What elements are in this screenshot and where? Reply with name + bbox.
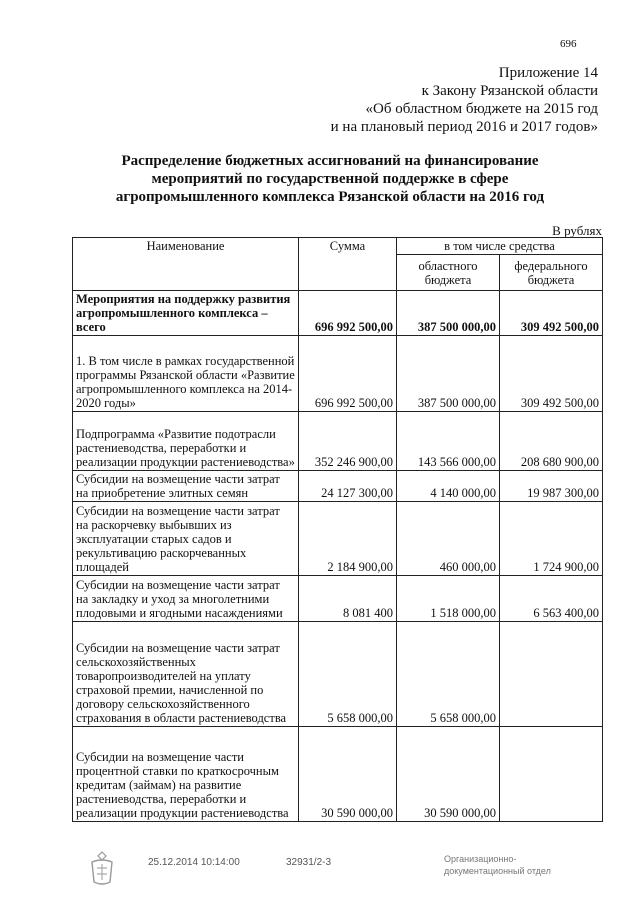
title-line: мероприятий по государственной поддержке в сфере bbox=[151, 171, 509, 187]
table-row bbox=[73, 727, 603, 822]
row-federal: 309 492 500,00 bbox=[500, 336, 603, 412]
coat-of-arms-icon bbox=[82, 848, 122, 888]
table-row bbox=[73, 412, 603, 471]
row-name: Субсидии на возмещение части затрат на приобретение элитных семян bbox=[73, 471, 299, 502]
row-sum: 5 658 000,00 bbox=[299, 622, 397, 727]
row-name: Мероприятия на поддержку развития агропромышленного комплекса – всего bbox=[73, 291, 299, 336]
row-regional: 460 000,00 bbox=[397, 502, 500, 576]
row-federal bbox=[500, 727, 603, 822]
row-regional: 5 658 000,00 bbox=[397, 622, 500, 727]
row-federal: 309 492 500,00 bbox=[500, 291, 603, 336]
appendix-line: к Закону Рязанской области bbox=[421, 83, 598, 99]
header-federal: федерального бюджета bbox=[500, 255, 603, 291]
appendix-line: Приложение 14 bbox=[498, 65, 598, 81]
row-federal: 1 724 900,00 bbox=[500, 502, 603, 576]
row-federal: 208 680 900,00 bbox=[500, 412, 603, 471]
header-name: Наименование bbox=[73, 238, 299, 291]
appendix-line: и на плановый период 2016 и 2017 годов» bbox=[330, 119, 598, 135]
row-name: Подпрограмма «Развитие подотрасли растениеводства, переработки и реализации продукции растениеводства» bbox=[73, 412, 299, 471]
row-name: Субсидии на возмещение части затрат на закладку и уход за многолетними плодовыми и ягодными насаждениями bbox=[73, 576, 299, 622]
row-sum: 8 081 400 bbox=[299, 576, 397, 622]
row-regional: 387 500 000,00 bbox=[397, 291, 500, 336]
budget-table bbox=[72, 237, 603, 822]
row-federal bbox=[500, 622, 603, 727]
row-sum: 352 246 900,00 bbox=[299, 412, 397, 471]
units-label: В рублях bbox=[552, 223, 602, 238]
row-regional: 4 140 000,00 bbox=[397, 471, 500, 502]
header-regional: областного бюджета bbox=[397, 255, 500, 291]
table-row bbox=[73, 291, 603, 336]
title-line: агропромышленного комплекса Рязанской области на 2016 год bbox=[115, 189, 545, 205]
header-including: в том числе средства bbox=[397, 238, 603, 255]
table-row bbox=[73, 576, 603, 622]
table-row bbox=[73, 622, 603, 727]
title-line: Распределение бюджетных ассигнований на финансирование bbox=[121, 153, 539, 169]
row-name: 1. В том числе в рамках государственной программы Рязанской области «Развитие агропромышленного комплекса на 2014-2020 годы» bbox=[73, 336, 299, 412]
appendix-header bbox=[331, 64, 598, 136]
page-number: 696 bbox=[560, 38, 577, 50]
row-sum: 2 184 900,00 bbox=[299, 502, 397, 576]
row-name: Субсидии на возмещение части затрат сельскохозяйственных товаропроизводителей на уплату страховой премии, начисленной по договору сельскохозяйственного страхования в области растениеводства bbox=[73, 622, 299, 727]
row-sum: 30 590 000,00 bbox=[299, 727, 397, 822]
row-name: Субсидии на возмещение части затрат на раскорчевку выбывших из эксплуатации старых садов и рекультивацию раскорчеванных площадей bbox=[73, 502, 299, 576]
table-row bbox=[73, 336, 603, 412]
row-regional: 143 566 000,00 bbox=[397, 412, 500, 471]
footer-stamp: Организационно-документационный отдел bbox=[444, 854, 551, 876]
footer-doc-id: 32931/2-3 bbox=[286, 857, 332, 868]
appendix-line: «Об областном бюджете на 2015 год bbox=[365, 101, 598, 117]
row-sum: 696 992 500,00 bbox=[299, 291, 397, 336]
row-federal: 19 987 300,00 bbox=[500, 471, 603, 502]
row-regional: 1 518 000,00 bbox=[397, 576, 500, 622]
table-row bbox=[73, 471, 603, 502]
row-regional: 387 500 000,00 bbox=[397, 336, 500, 412]
table-row bbox=[73, 502, 603, 576]
row-federal: 6 563 400,00 bbox=[500, 576, 603, 622]
row-sum: 696 992 500,00 bbox=[299, 336, 397, 412]
row-regional: 30 590 000,00 bbox=[397, 727, 500, 822]
header-sum: Сумма bbox=[299, 238, 397, 291]
document-title bbox=[100, 152, 560, 206]
footer-timestamp: 25.12.2014 10:14:00 bbox=[148, 857, 240, 868]
row-name: Субсидии на возмещение части процентной ставки по краткосрочным кредитам (займам) на развитие растениеводства, переработки и реализации продукции растениеводства bbox=[73, 727, 299, 822]
row-sum: 24 127 300,00 bbox=[299, 471, 397, 502]
